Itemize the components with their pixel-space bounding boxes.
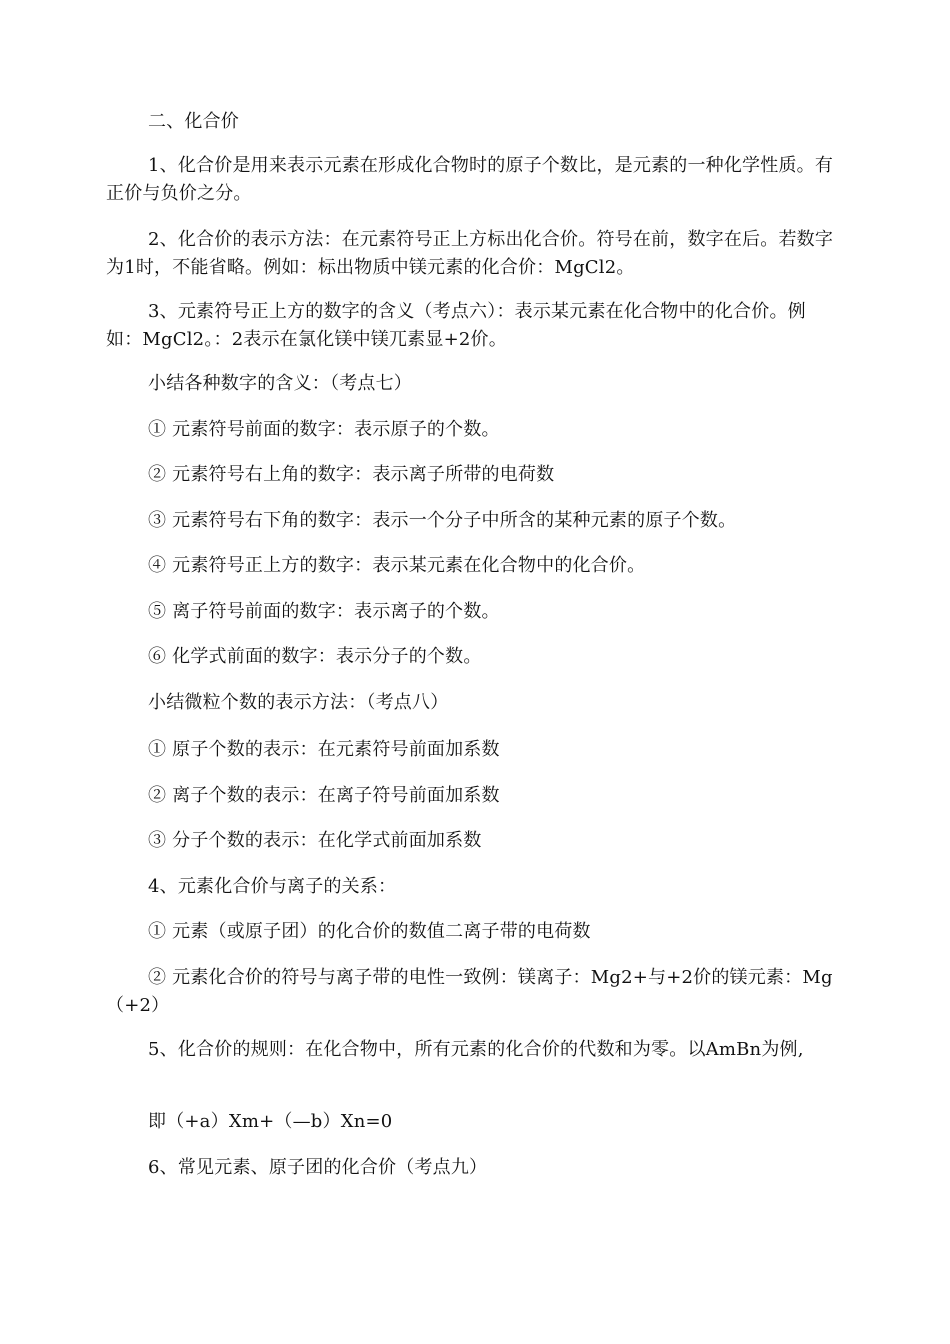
formula-line: 即（+a）Xm+（—b）Xn=0 (148, 1111, 393, 1132)
paragraph-6: 6、常见元素、原子团的化合价（考点九） (148, 1157, 488, 1178)
list-item: ③ 元素符号右下角的数字：表示一个分子中所含的某种元素的原子个数。 (148, 510, 737, 531)
list-item: ② 元素化合价的符号与离子带的电性一致例：镁离子：Mg2+与+2价的镁元素：Mg（+2） (106, 967, 833, 1016)
list-item: ② 离子个数的表示：在离子符号前面加系数 (148, 785, 500, 806)
list-item: ④ 元素符号正上方的数字：表示某元素在化合物中的化合价。 (148, 555, 646, 576)
paragraph-4: 4、元素化合价与离子的关系： (148, 876, 397, 897)
list-item: ① 原子个数的表示：在元素符号前面加系数 (148, 739, 500, 760)
paragraph-5: 5、化合价的规则：在化合物中，所有元素的化合价的代数和为零。以AmBn为例, (148, 1039, 804, 1060)
list-item: ① 元素符号前面的数字：表示原子的个数。 (148, 419, 500, 440)
summary-heading-particles: 小结微粒个数的表示方法：（考点八） (148, 692, 449, 713)
list-item: ① 元素（或原子团）的化合价的数值二离子带的电荷数 (148, 921, 591, 942)
list-item: ② 元素符号右上角的数字：表示离子所带的电荷数 (148, 464, 555, 485)
list-item: ⑥ 化学式前面的数字：表示分子的个数。 (148, 646, 482, 667)
summary-heading-numbers: 小结各种数字的含义：（考点七） (148, 373, 412, 394)
paragraph-3: 3、元素符号正上方的数字的含义（考点六）：表示某元素在化合物中的化合价。例如：MgCl2。：2表示在氯化镁中镁兀素显+2价。 (106, 301, 806, 350)
paragraph-2: 2、化合价的表示方法：在元素符号正上方标出化合价。符号在前，数字在后。若数字为1时，不能省略。例如：标出物质中镁元素的化合价：MgCl2。 (106, 229, 834, 278)
list-item: ③ 分子个数的表示：在化学式前面加系数 (148, 830, 482, 851)
section-heading: 二、化合价 (148, 111, 239, 132)
list-item: ⑤ 离子符号前面的数字：表示离子的个数。 (148, 601, 500, 622)
paragraph-1: 1、化合价是用来表示元素在形成化合物时的原子个数比，是元素的一种化学性质。有正价与负价之分。 (106, 155, 834, 204)
